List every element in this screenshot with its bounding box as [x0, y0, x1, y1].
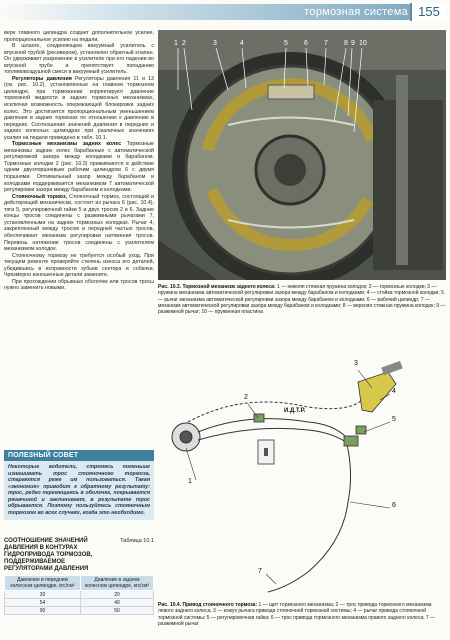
brake-photo-illustration [158, 30, 446, 280]
paragraph [4, 141, 154, 193]
advice-box [4, 450, 154, 520]
bold-term: Регуляторы давления [12, 75, 72, 82]
callout-5: 5 [284, 40, 288, 47]
caption-label: Рис. 10.3. Тормозной механизм заднего колеса: [158, 284, 276, 290]
callout-3: 3 [213, 40, 217, 47]
page-number: 155 [410, 3, 446, 21]
figure-parking-brake-drawing [158, 352, 446, 597]
table-row [5, 607, 154, 615]
advice-text: Некоторые водители, стремясь поменьше изнашивать трос стояночного тормоза, стараются реже им пользоваться. Такая «экономия» приводит к обратному результату: трос, редко перемещаясь в оболочке, покрывается ржавчиной и заклинивает, в результате трос обрывается. Поэтому пользуйтесь стояночным тормозом во всех случаях, когда это необходимо. [4, 461, 154, 520]
bold-term: Тормозные механизмы задних колес [12, 141, 122, 148]
paragraph [4, 194, 154, 253]
table-cell: 90 [5, 607, 81, 615]
table-number: Таблица 10.1 [120, 538, 154, 544]
callout-6: 6 [392, 502, 396, 509]
table-cell: 20 [80, 591, 153, 599]
table-cell: 40 [80, 599, 153, 607]
callout-1: 1 [188, 478, 192, 485]
page-header [0, 0, 450, 24]
paragraph-body: Тормозные механизмы задних колес барабанные с автоматической регулировкой зазора между колодками и барабаном. Тормозные колодки 2 (рис. 10.3) прижимаются в действие одним двухпоршневым рабочим цилиндром 6 с двумя поршнями. Оптимальный зазор между барабаном и колодками поддерживается механизмом 7 автоматической регулировки зазора между барабаном и колодками. [4, 141, 154, 194]
table-row [5, 599, 154, 607]
callout-6: 6 [304, 40, 308, 47]
callout-10: 10 [359, 40, 367, 47]
bold-term: Стояночный тормоз, [12, 193, 68, 200]
badge-label: И.Д.Т.Р. [284, 408, 306, 414]
table-title: СООТНОШЕНИЕ ЗНАЧЕНИЙ ДАВЛЕНИЯ В КОНТУРАХ ГИДРОПРИВОДА ТОРМОЗОВ, ПОДДЕРЖИВАЕМОЕ РЕГУЛЯТОРАМИ ДАВЛЕНИЯ [4, 538, 93, 572]
data-table [4, 575, 154, 615]
table-header-row [5, 576, 154, 591]
caption-text: 1 — щит тормозного механизма; 2 — трос привода тормозного механизма левого заднего колеса; 3 — кожух рычага привода стояночной тормозной системы; 4 — рычаг привода стояночной тормозной системы; 5 — регулировочная гайка; 6 — трос привода тормозного механизма правого заднего колеса; 7 — разжимной рычаг [158, 602, 436, 627]
table-heading [4, 538, 154, 573]
column-header: Давление в переднем колесном цилиндре, кгс/см² [5, 576, 81, 591]
paragraph: Стояночному тормозу не требуется особый уход. При текущем ремонте проверяйте степень износа его деталей, убедившись в исправности зубьев сектора и собачки. Чрезмерно изношенные детали замените. [4, 252, 154, 279]
callout-9: 9 [351, 40, 355, 47]
paragraph: В шланге, соединяющем вакуумный усилитель с впускной трубой (ресивером), установлен обратный клапан. Он удерживает разрежение в усилителе при его падении во впускной трубе и препятствует попаданию топливовоздушной смеси в вакуумный усилитель. [4, 43, 154, 76]
callout-5: 5 [392, 416, 396, 423]
callout-3: 3 [354, 360, 358, 367]
callout-8: 8 [344, 40, 348, 47]
paragraph: вере главного цилиндра создает дополнительное усилие, пропорциональное усилию на педали. [4, 30, 154, 43]
callout-4: 4 [240, 40, 244, 47]
callout-4: 4 [392, 388, 396, 395]
paragraph [4, 76, 154, 141]
figure1-caption [158, 284, 446, 315]
table-row [5, 591, 154, 599]
figure2-caption [158, 602, 446, 627]
table-cell: 20 [5, 591, 81, 599]
caption-label: Рис. 10.4. Привод стояночного тормоза: [158, 602, 258, 608]
callout-2: 2 [244, 394, 248, 401]
table-cell: 50 [80, 607, 153, 615]
callout-1: 1 [174, 40, 178, 47]
callout-7: 7 [258, 568, 262, 575]
paragraph-body: Стояночный тормоз, состоящий и действующий механически, состоит из рычага 6 (рис. 10.4), тяги 5, регулировочной гайки 5 и двух тросов 2 и 6. Задние концы тросов соединены с разжимными рычагами 7, установленными на задних тормозных колодках. Рычаг 4, закрепленный между тросом и передней частью тросов, обеспечивает механизм регулировки натяжения тросов. Перевязь натяжение тросов соединены с усилителем механизмом колодок. [4, 193, 154, 253]
callout-7: 7 [324, 40, 328, 47]
advice-title: ПОЛЕЗНЫЙ СОВЕТ [4, 450, 154, 461]
paragraph: При прохождении обрывных оболочек или тросов тросы нужно заменить новыми. [4, 278, 154, 292]
paragraph-body: Регуляторы давления 11 и 13 (см. рис. 10.2), установленные на главном тормозном цилиндре, при торможении корректируют давление тормозной жидкости в задних тормозных механизмах, исключая возможность опережающей блокировки задних колес. Это достигается пропорциональным уменьшением давления в задних тормозах по отношению к давлению в передних. Соотношение значений давления в передних и задних колесных цилиндрах при различных значениях усилия на педали приведено в табл. 10.1. [4, 75, 154, 141]
pressure-table [4, 538, 154, 615]
caption-text: 1 — нижняя стяжная пружина колодок; 2 — тормозные колодки; 3 — пружина механизма автоматической регулировки зазора между барабаном и колодками; 4 — стойка тормозной колодки; 5 — рычаг механизма автоматической регулировки зазора между барабаном и колодками; 6 — рабочий цилиндр; 7 — механизм автоматической регулировки зазора между барабаном и колодками; 8 — верхняя стяжная пружина колодок; 9 — разжимной рычаг; 10 — пружинная пластина [158, 284, 446, 316]
parking-brake-illustration [158, 352, 446, 597]
section-title: тормозная система [304, 6, 408, 18]
callout-2: 2 [182, 40, 186, 47]
table-cell: 54 [5, 599, 81, 607]
column-header: Давление в заднем колесном цилиндре, кгс/см² [80, 576, 153, 591]
figure-rear-brake-photo [158, 30, 446, 280]
